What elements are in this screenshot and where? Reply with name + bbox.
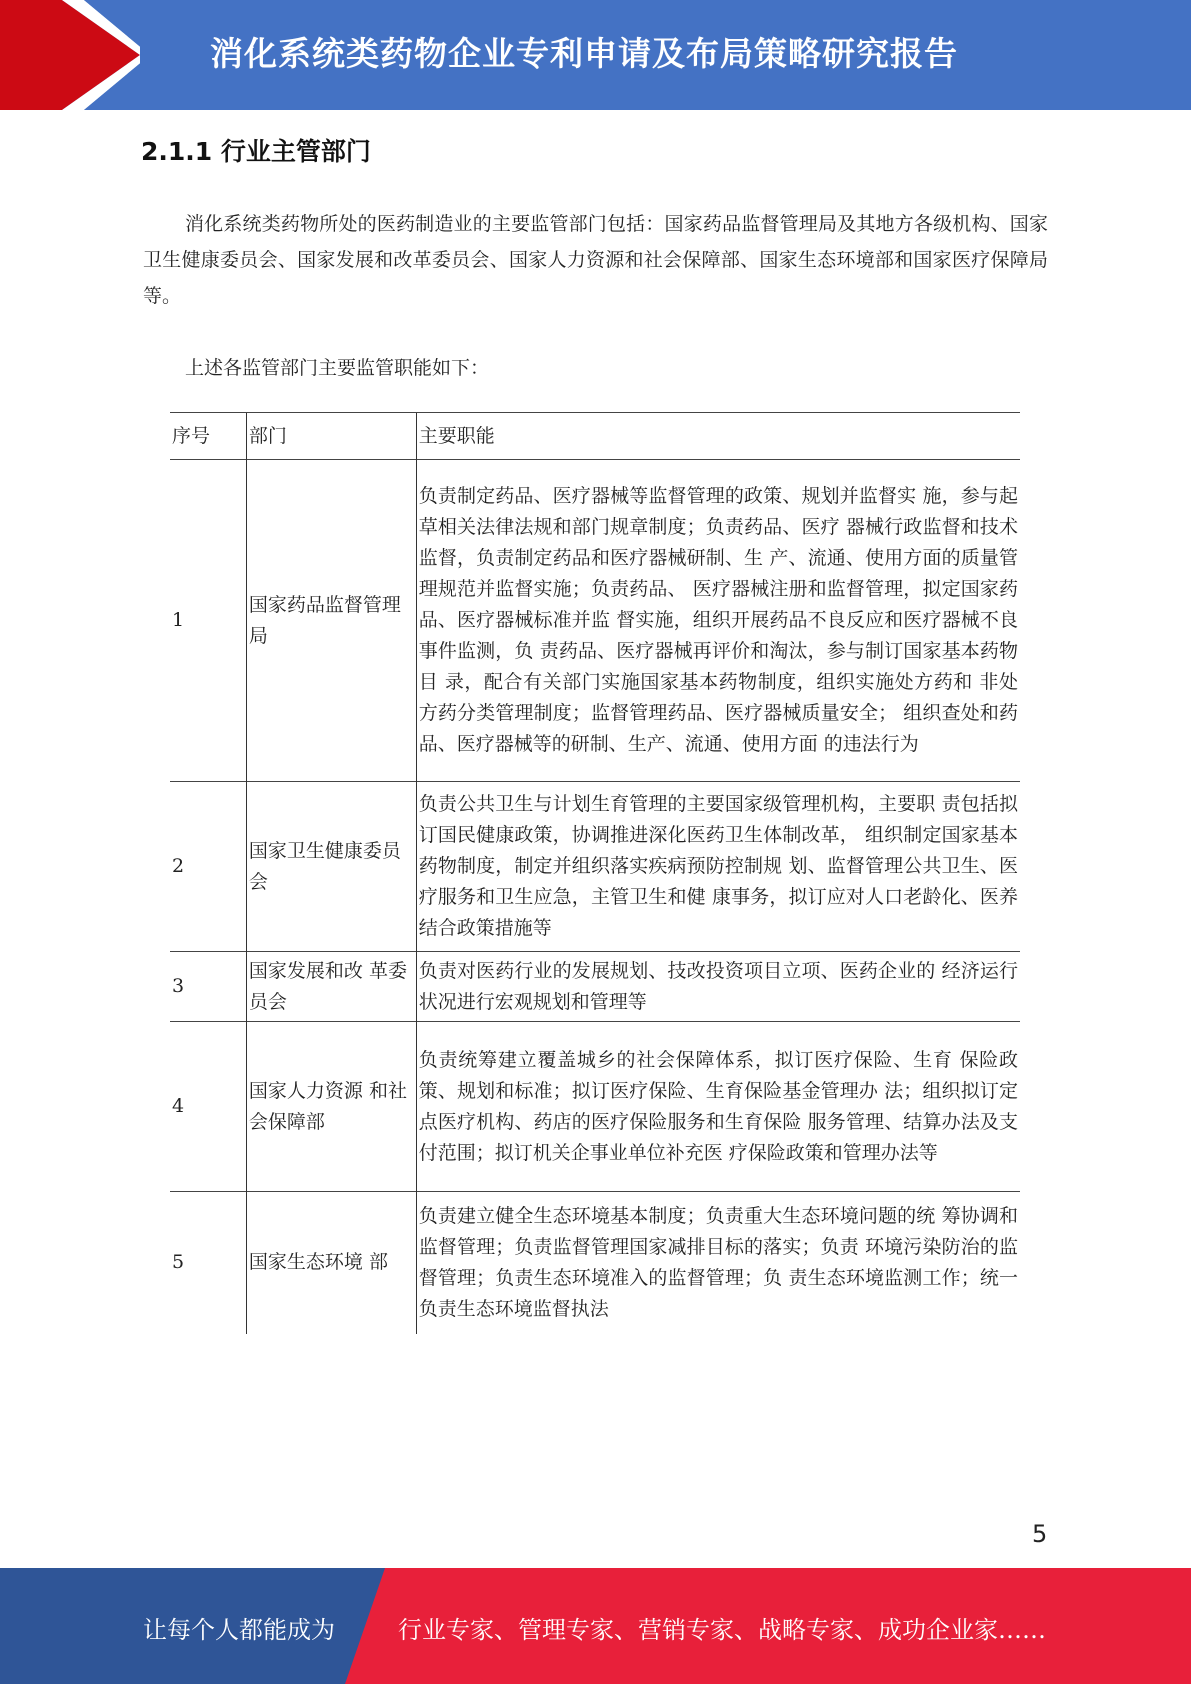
table-row — [170, 1022, 1020, 1192]
row-dept: 国家药品监督管理局 — [246, 460, 416, 782]
row-no: 1 — [170, 460, 246, 782]
row-dept: 国家卫生健康委员会 — [246, 782, 416, 952]
table-row — [170, 1192, 1020, 1334]
table-row — [170, 782, 1020, 952]
report-title: 消化系统类药物企业专利申请及布局策略研究报告 — [210, 34, 958, 73]
header-arrow-decoration — [0, 0, 140, 110]
row-duty: 负责制定药品、医疗器械等监督管理的政策、规划并监督实 施，参与起草相关法律法规和部门规章制度；负责药品、医疗 器械行政监督和技术监督，负责制定药品和医疗器械研制、生 产、流通、使用方面的质量管理规范并监督实施；负责药品、 医疗器械注册和监督管理，拟定国家药品、医疗器械标准并监 督实施，组织开展药品不良反应和医疗器械不良事件监测，负 责药品、医疗器械再评价和淘汰，参与制订国家基本药物目 录，配合有关部门实施国家基本药物制度，组织实施处方药和 非处方药分类管理制度；监督管理药品、医疗器械质量安全； 组织查处和药品、医疗器械等的研制、生产、流通、使用方面 的违法行为 — [416, 460, 1020, 782]
table-intro-paragraph: 上述各监管部门主要监管职能如下： — [185, 357, 490, 379]
row-dept: 国家人力资源 和社会保障部 — [246, 1022, 416, 1192]
footer-banner — [0, 1568, 1191, 1684]
row-no: 3 — [170, 952, 246, 1022]
regulatory-duties-table — [170, 412, 1020, 1334]
intro-paragraph: 消化系统类药物所处的医药制造业的主要监管部门包括：国家药品监督管理局及其地方各级机构、国家卫生健康委员会、国家发展和改革委员会、国家人力资源和社会保障部、国家生态环境部和国家医疗保障局等。 — [143, 213, 1048, 307]
row-no: 2 — [170, 782, 246, 952]
header-dept: 部门 — [246, 413, 416, 460]
row-no: 4 — [170, 1022, 246, 1192]
header-banner — [0, 0, 1191, 110]
row-duty: 负责对医药行业的发展规划、技改投资项目立项、医药企业的 经济运行状况进行宏观规划和管理等 — [416, 952, 1020, 1022]
table-header-row — [170, 413, 1020, 460]
row-duty: 负责公共卫生与计划生育管理的主要国家级管理机构，主要职 责包括拟订国民健康政策，协调推进深化医药卫生体制改革， 组织制定国家基本药物制度，制定并组织落实疾病预防控制规 划、监督管理公共卫生、医疗服务和卫生应急，主管卫生和健 康事务，拟订应对人口老龄化、医养结合政策措施等 — [416, 782, 1020, 952]
row-dept: 国家发展和改 革委员会 — [246, 952, 416, 1022]
table-row — [170, 952, 1020, 1022]
header-duty: 主要职能 — [416, 413, 1020, 460]
row-dept: 国家生态环境 部 — [246, 1192, 416, 1334]
row-duty: 负责建立健全生态环境基本制度；负责重大生态环境问题的统 筹协调和监督管理；负责监督管理国家减排目标的落实；负责 环境污染防治的监督管理；负责生态环境准入的监督管理；负 责生态环境监测工作；统一负责生态环境监督执法 — [416, 1192, 1020, 1334]
footer-slogan-left: 让每个人都能成为 — [143, 1616, 335, 1644]
table-row — [170, 460, 1020, 782]
footer-slogan-right: 行业专家、管理专家、营销专家、战略专家、成功企业家…… — [398, 1616, 1046, 1644]
section-heading: 2.1.1 行业主管部门 — [141, 137, 371, 166]
row-duty: 负责统筹建立覆盖城乡的社会保障体系，拟订医疗保险、生育 保险政策、规划和标准；拟订医疗保险、生育保险基金管理办 法；组织拟订定点医疗机构、药店的医疗保险服务和生育保险 服务管理、结算办法及支付范围；拟订机关企事业单位补充医 疗保险政策和管理办法等 — [416, 1022, 1020, 1192]
page-number: 5 — [1032, 1520, 1048, 1548]
header-no: 序号 — [170, 413, 246, 460]
row-no: 5 — [170, 1192, 246, 1334]
